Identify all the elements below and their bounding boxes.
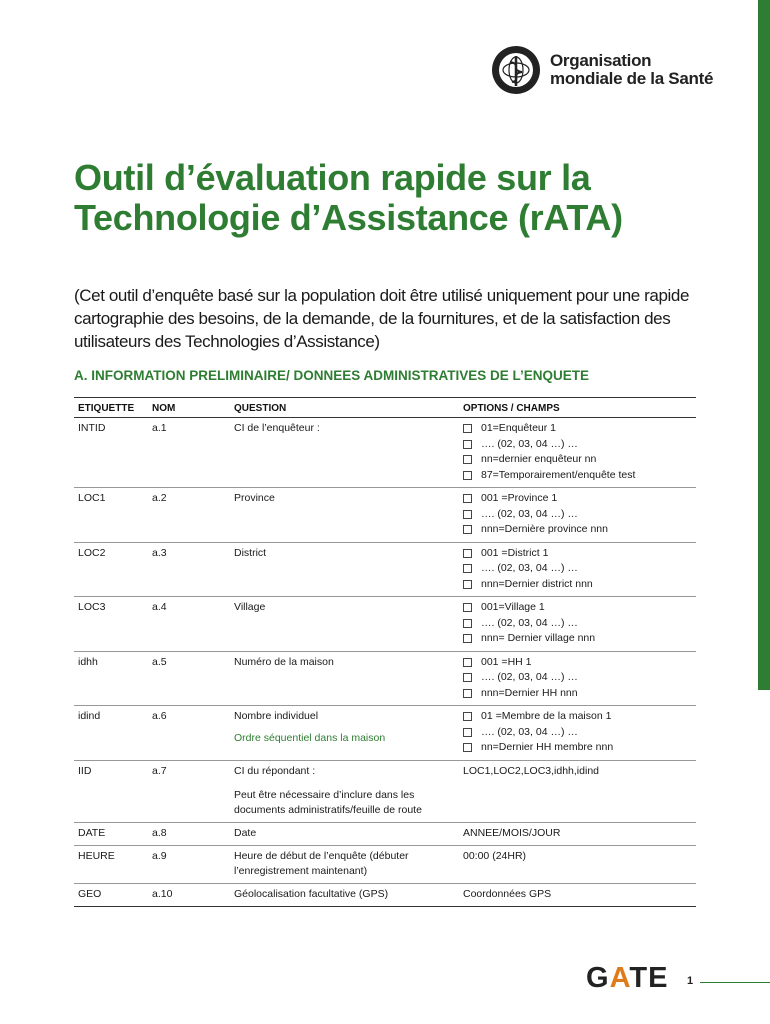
checkbox[interactable] xyxy=(463,440,472,449)
checkbox[interactable] xyxy=(463,494,472,503)
row-options xyxy=(459,542,696,597)
row-question: CI de l’enquêteur : xyxy=(230,418,459,488)
option-item xyxy=(463,740,692,756)
table-row xyxy=(74,418,696,488)
table-row xyxy=(74,542,696,597)
checkbox[interactable] xyxy=(463,549,472,558)
option-label: …. (02, 03, 04 …) … xyxy=(481,507,578,520)
row-name: a.8 xyxy=(148,822,230,845)
option-label: nn=dernier enquêteur nn xyxy=(481,453,597,466)
checkbox[interactable] xyxy=(463,564,472,573)
checkbox[interactable] xyxy=(463,424,472,433)
checkbox[interactable] xyxy=(463,603,472,612)
row-name: a.3 xyxy=(148,542,230,597)
checkbox[interactable] xyxy=(463,728,472,737)
table-header-row xyxy=(74,398,696,418)
row-question xyxy=(230,706,459,761)
page-subtitle: (Cet outil d’enquête basé sur la population doit être utilisé uniquement pour une rapide cartographie des besoins, de la demande, de la fournitures, et de la satisfaction des utilisateurs des Technologies d’Assistance) xyxy=(74,286,690,351)
row-tag: GEO xyxy=(74,883,148,906)
option-label: nnn=Dernier HH nnn xyxy=(481,686,578,699)
question-label: Nombre individuel xyxy=(234,710,319,722)
row-tag: idhh xyxy=(74,651,148,706)
option-label: nnn= Dernier village nnn xyxy=(481,632,596,645)
org-name-line1: Organisation xyxy=(550,51,652,70)
question-note: Ordre séquentiel dans la maison xyxy=(234,732,386,744)
row-options xyxy=(459,488,696,543)
checkbox[interactable] xyxy=(463,743,472,752)
option-item xyxy=(463,709,692,725)
option-item xyxy=(463,686,692,702)
option-label: …. (02, 03, 04 …) … xyxy=(481,616,578,629)
row-tag: INTID xyxy=(74,418,148,488)
option-item xyxy=(463,631,692,647)
row-question: Heure de début de l’enquête (débuter l’enregistrement maintenant) xyxy=(230,845,459,883)
row-name: a.2 xyxy=(148,488,230,543)
option-item xyxy=(463,468,692,484)
option-label: 001 =Province 1 xyxy=(481,492,558,505)
row-name: a.1 xyxy=(148,418,230,488)
checkbox[interactable] xyxy=(463,619,472,628)
checkbox[interactable] xyxy=(463,673,472,682)
checkbox[interactable] xyxy=(463,471,472,480)
row-field: ANNEE/MOIS/JOUR xyxy=(459,822,696,845)
option-item xyxy=(463,561,692,577)
header-options: OPTIONS / CHAMPS xyxy=(459,398,696,418)
checkbox[interactable] xyxy=(463,525,472,534)
gate-logo-a: A xyxy=(609,962,630,994)
header-nom: NOM xyxy=(148,398,230,418)
org-name-line2: mondiale de la Santé xyxy=(550,69,714,88)
gate-logo xyxy=(586,962,668,995)
row-options xyxy=(459,418,696,488)
row-tag: HEURE xyxy=(74,845,148,883)
option-item xyxy=(463,577,692,593)
row-question: Numéro de la maison xyxy=(230,651,459,706)
row-name: a.6 xyxy=(148,706,230,761)
option-item xyxy=(463,452,692,468)
option-label: 01 =Membre de la maison 1 xyxy=(481,710,612,723)
checkbox[interactable] xyxy=(463,455,472,464)
row-options xyxy=(459,651,696,706)
row-field: LOC1,LOC2,LOC3,idhh,idind xyxy=(459,760,696,822)
table-row xyxy=(74,845,696,883)
checkbox[interactable] xyxy=(463,658,472,667)
option-item xyxy=(463,670,692,686)
option-label: …. (02, 03, 04 …) … xyxy=(481,725,578,738)
option-label: 001=Village 1 xyxy=(481,601,545,614)
row-tag: IID xyxy=(74,760,148,822)
row-tag: LOC2 xyxy=(74,542,148,597)
header-question: QUESTION xyxy=(230,398,459,418)
row-question xyxy=(230,760,459,822)
row-name: a.5 xyxy=(148,651,230,706)
checkbox[interactable] xyxy=(463,712,472,721)
option-item xyxy=(463,437,692,453)
row-question: District xyxy=(230,542,459,597)
option-label: …. (02, 03, 04 …) … xyxy=(481,562,578,575)
option-item xyxy=(463,421,692,437)
gate-logo-te: TE xyxy=(629,962,669,994)
row-tag: LOC1 xyxy=(74,488,148,543)
table-row xyxy=(74,883,696,906)
option-label: 01=Enquêteur 1 xyxy=(481,422,557,435)
table-row xyxy=(74,822,696,845)
row-question: Village xyxy=(230,597,459,652)
option-label: nnn=Dernier district nnn xyxy=(481,577,593,590)
option-label: …. (02, 03, 04 …) … xyxy=(481,671,578,684)
table-row xyxy=(74,651,696,706)
row-tag: LOC3 xyxy=(74,597,148,652)
checkbox[interactable] xyxy=(463,634,472,643)
checkbox[interactable] xyxy=(463,510,472,519)
page-title: Outil d’évaluation rapide sur la Technologie d’Assistance (rATA) xyxy=(74,157,623,238)
row-options xyxy=(459,706,696,761)
option-label: nn=Dernier HH membre nnn xyxy=(481,741,614,754)
option-label: …. (02, 03, 04 …) … xyxy=(481,437,578,450)
table-row xyxy=(74,706,696,761)
option-label: 001 =District 1 xyxy=(481,546,549,559)
side-accent-bar xyxy=(758,0,770,690)
option-item xyxy=(463,655,692,671)
row-field: 00:00 (24HR) xyxy=(459,845,696,883)
option-item xyxy=(463,600,692,616)
row-tag: DATE xyxy=(74,822,148,845)
row-name: a.10 xyxy=(148,883,230,906)
section-heading: A. INFORMATION PRELIMINAIRE/ DONNEES ADMINISTRATIVES DE L’ENQUETE xyxy=(74,368,590,383)
footer-divider xyxy=(700,982,770,983)
row-name: a.4 xyxy=(148,597,230,652)
row-question: Province xyxy=(230,488,459,543)
table-row xyxy=(74,597,696,652)
who-emblem-icon xyxy=(490,44,542,96)
option-label: nnn=Dernière province nnn xyxy=(481,523,608,536)
option-item xyxy=(463,616,692,632)
table-row xyxy=(74,760,696,822)
page-number: 1 xyxy=(687,975,694,987)
option-item xyxy=(463,491,692,507)
option-item xyxy=(463,522,692,538)
question-note: Peut être nécessaire d’inclure dans les documents administratifs/feuille de route xyxy=(234,788,422,816)
table-row xyxy=(74,488,696,543)
row-name: a.7 xyxy=(148,760,230,822)
row-name: a.9 xyxy=(148,845,230,883)
row-question: Date xyxy=(230,822,459,845)
survey-table xyxy=(74,397,696,907)
row-question: Géolocalisation facultative (GPS) xyxy=(230,883,459,906)
option-item xyxy=(463,546,692,562)
option-item xyxy=(463,725,692,741)
option-label: 87=Temporairement/enquête test xyxy=(481,468,636,481)
gate-logo-g: G xyxy=(586,962,610,994)
checkbox[interactable] xyxy=(463,580,472,589)
row-options xyxy=(459,597,696,652)
checkbox[interactable] xyxy=(463,689,472,698)
question-label: CI du répondant : xyxy=(234,764,316,777)
row-field: Coordonnées GPS xyxy=(459,883,696,906)
who-logo xyxy=(490,44,713,96)
option-item xyxy=(463,507,692,523)
option-label: 001 =HH 1 xyxy=(481,655,532,668)
header-etiquette: ETIQUETTE xyxy=(74,398,148,418)
row-tag: idind xyxy=(74,706,148,761)
